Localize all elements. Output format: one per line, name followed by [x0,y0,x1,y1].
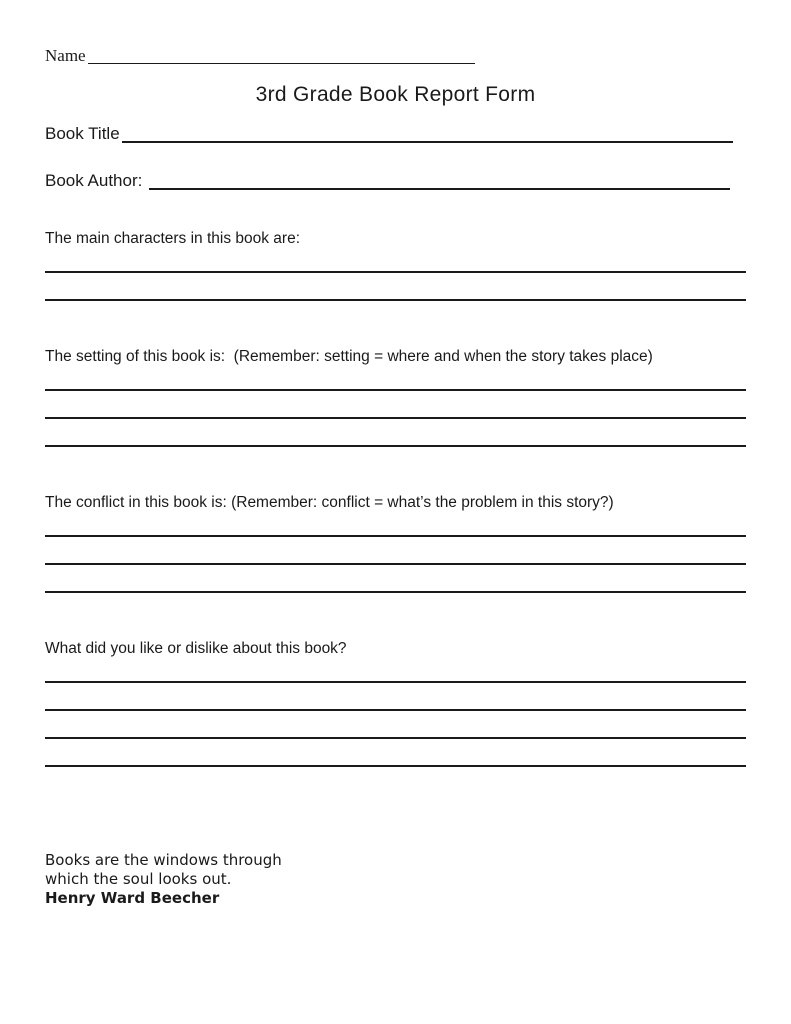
book-title-label: Book Title [45,124,120,143]
answer-line [45,445,746,447]
answer-line [45,737,746,739]
answer-line [45,709,746,711]
prompt-section [45,639,746,767]
quote-line-1: Books are the windows through [45,851,282,869]
section-prompt: What did you like or dislike about this book? [45,640,347,657]
section-prompt: The main characters in this book are: [45,230,301,247]
prompt-section [45,229,746,301]
answer-lines [45,271,746,301]
answer-line [45,535,746,537]
page-title: 3rd Grade Book Report Form [255,83,536,106]
prompt-section [45,347,746,447]
prompt-section [45,493,746,593]
name-field-row [45,45,475,66]
book-title-blank-line [122,141,733,143]
quote-line-2: which the soul looks out. [45,870,232,888]
answer-line [45,389,746,391]
section-prompt: The setting of this book is: (Remember: setting = where and when the story takes place) [45,348,653,365]
quote-block [45,851,746,908]
book-author-blank-line [149,188,730,190]
answer-line [45,563,746,565]
book-title-field-row [45,123,733,144]
book-author-label: Book Author: [45,171,148,190]
book-author-field-row [45,170,730,191]
answer-lines [45,681,746,767]
answer-line [45,299,746,301]
answer-line [45,417,746,419]
answer-line [45,765,746,767]
answer-line [45,681,746,683]
answer-lines [45,535,746,593]
answer-line [45,271,746,273]
answer-lines [45,389,746,447]
section-prompt: The conflict in this book is: (Remember: conflict = what’s the problem in this story?) [45,494,614,511]
quote-author: Henry Ward Beecher [45,889,220,907]
answer-line [45,591,746,593]
name-blank-line [88,63,475,64]
name-label: Name [45,46,86,65]
sections [45,229,746,767]
